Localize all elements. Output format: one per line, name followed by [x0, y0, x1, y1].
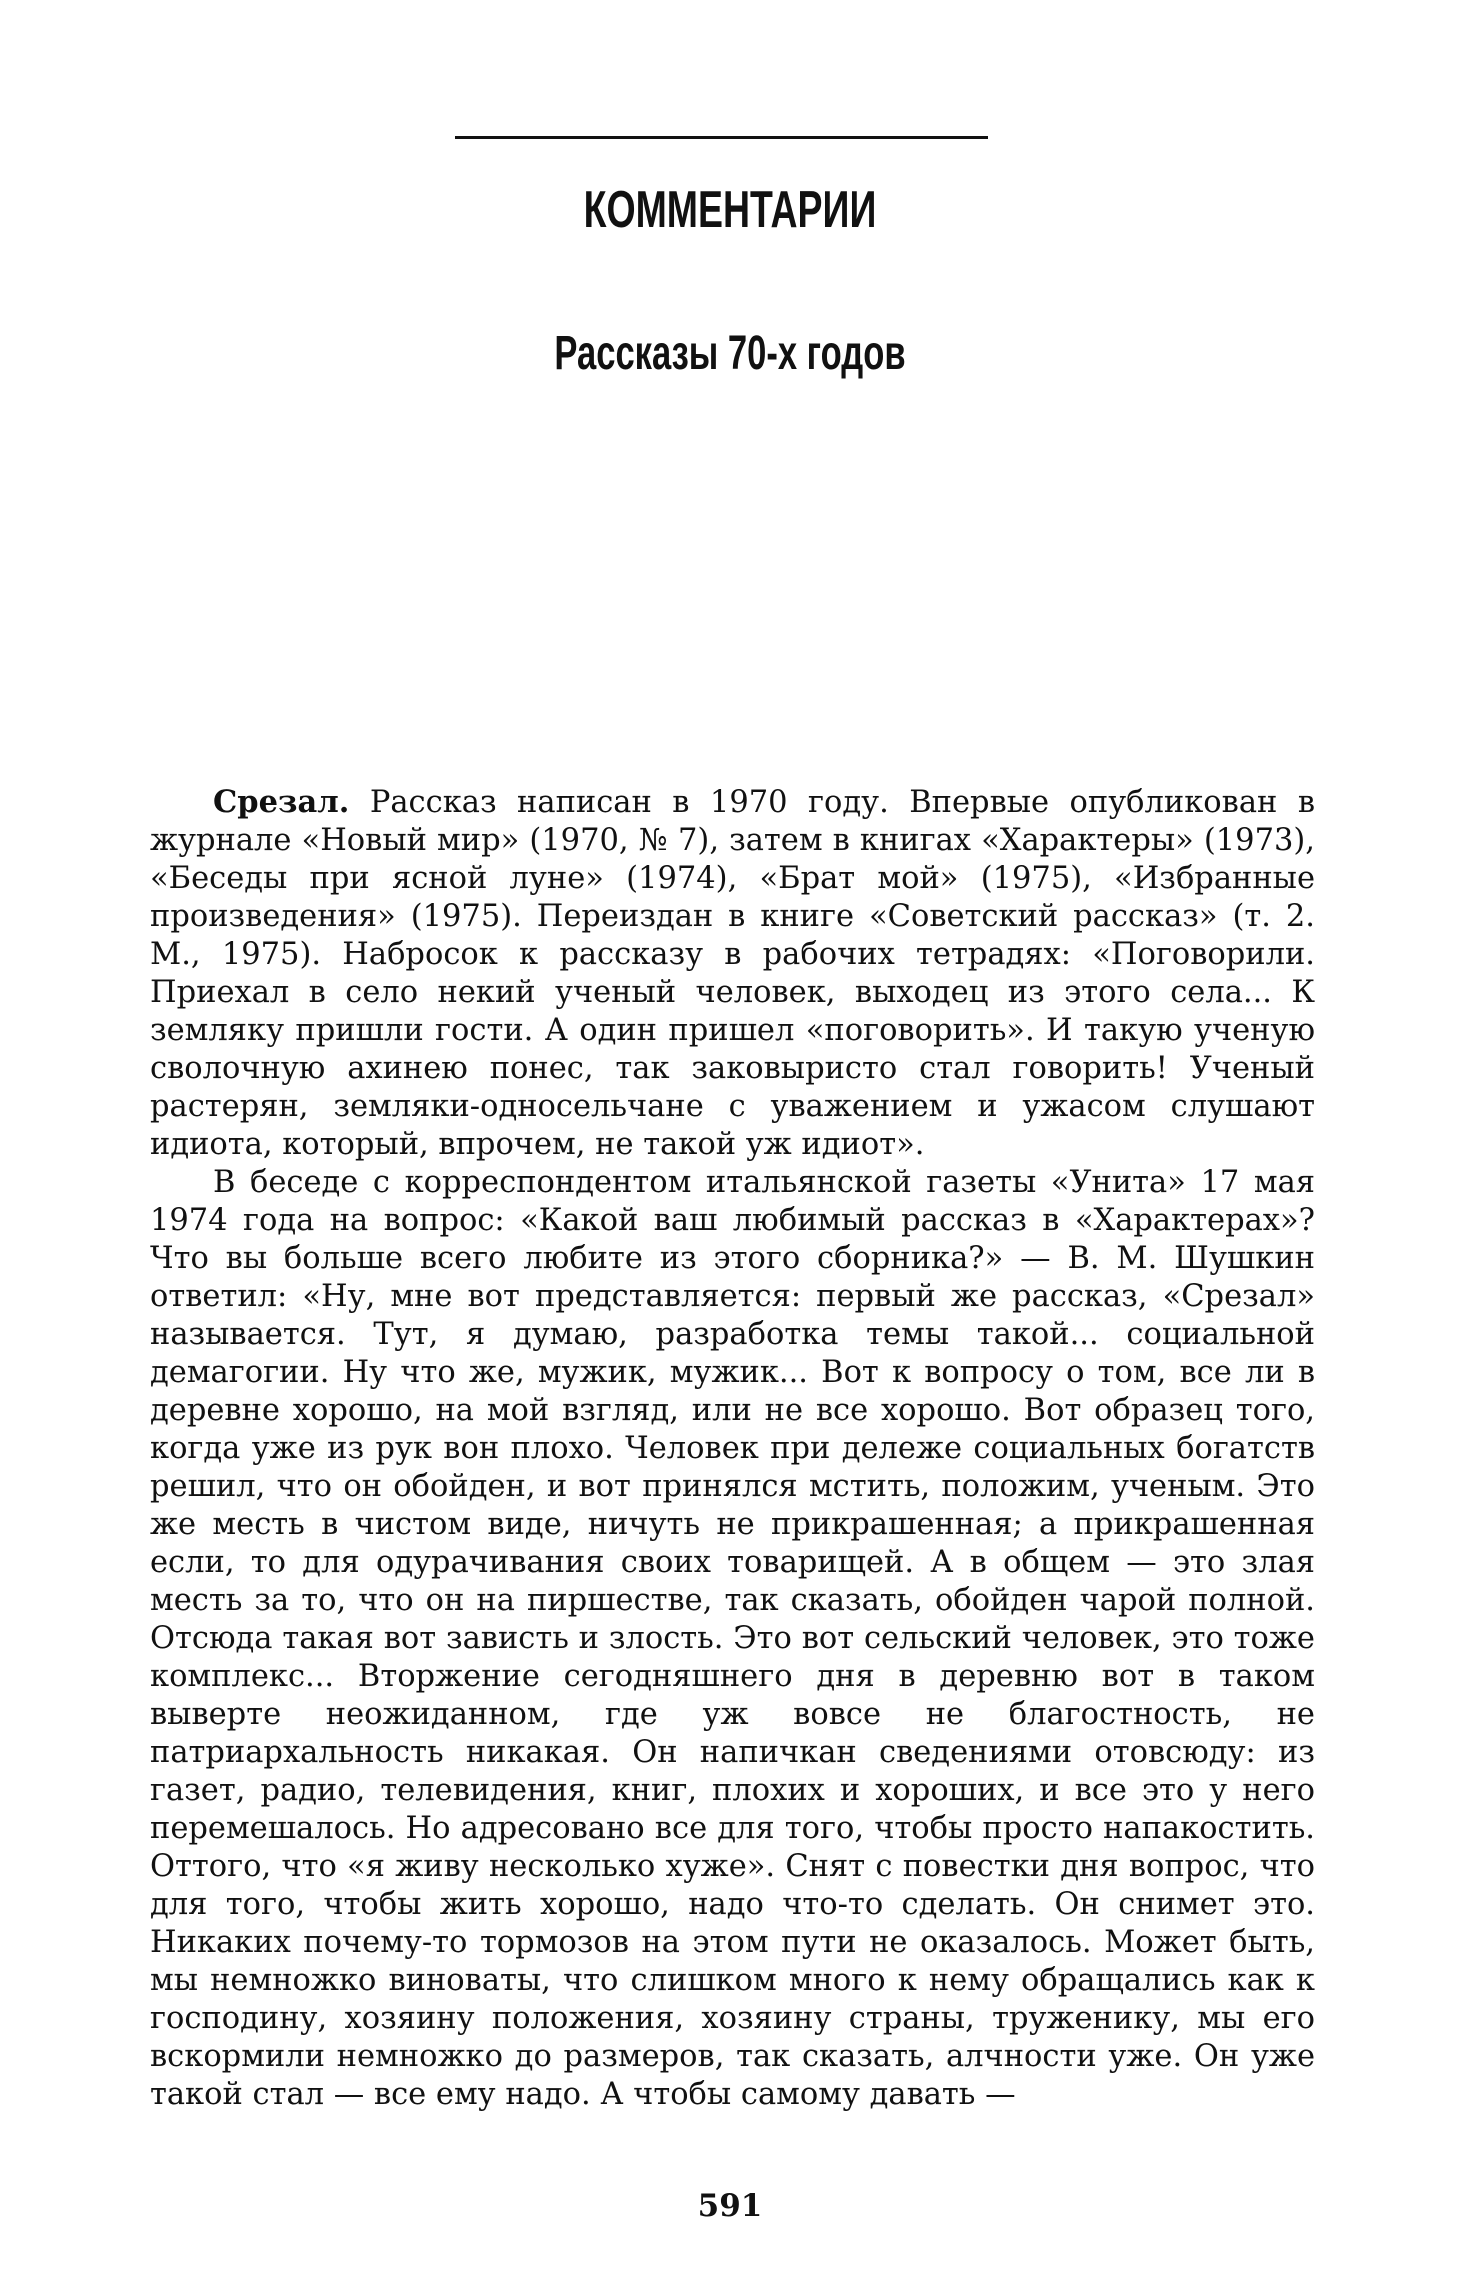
paragraph-2: В беседе с корреспондентом итальянской газеты «Унита» 17 мая 1974 года на вопрос: «Какой ваш любимый рассказ в «Характерах»? Что вы больше всего любите из этого сборника?» — В. М. Шушкин ответил: «Ну, мне вот представляется: первый же рассказ, «Срезал» называется. Тут, я думаю, разработка темы такой... социальной демагогии. Ну что же, мужик, мужик... Вот к вопросу о том, все ли в деревне хорошо, на мой взгляд, или не все хорошо. Вот образец того, когда уже из рук вон плохо. Человек при дележе социальных богатств решил, что он обойден, и вот принялся мстить, положим, ученым. Это же месть в чистом виде, ничуть не прикрашенная; а прикрашенная если, то для одурачивания своих товарищей. А в общем — это злая месть за то, что он на пиршестве, так сказать, обойден чарой полной. Отсюда такая вот зависть и злость. Это вот сельский человек, это тоже комплекс... Вторжение сегодняшнего дня в деревню вот в таком выверте неожиданном, где уж вовсе не благостность, не патриархальность никакая. Он напичкан сведениями отовсюду: из газет, радио, телевидения, книг, плохих и хороших, и все это у него перемешалось. Но адресовано все для того, чтобы просто напакостить. Оттого, что «я живу несколько хуже». Снят с повестки дня вопрос, что для того, чтобы жить хорошо, надо что-то сделать. Он снимет это. Никаких почему-то тормозов на этом пути не оказалось. Может быть, мы немножко виноваты, что слишком много к нему обращались как к господину, хозяину положения, хозяину страны, труженику, мы его вскормили немножко до размеров, так сказать, алчности уже. Он уже такой стал — все ему надо. А чтобы самому давать —: [150, 1165, 1315, 2112]
paragraph-1: [150, 783, 1315, 1164]
page-number: 591: [697, 2188, 763, 2224]
top-rule: [455, 136, 988, 139]
subtitle: Рассказы 70-х годов: [554, 327, 906, 380]
body-text: [150, 783, 1315, 2114]
section-title: КОММЕНТАРИИ: [583, 181, 877, 239]
paragraph-1-text: Рассказ написан в 1970 году. Впервые опубликован в журнале «Новый мир» (1970, № 7), затем в книгах «Характеры» (1973), «Беседы при ясной луне» (1974), «Брат мой» (1975), «Избранные произведения» (1975). Переиздан в книге «Советский рассказ» (т. 2. М., 1975). Набросок к рассказу в рабочих тетрадях: «Поговорили. Приехал в село некий ученый человек, выходец из этого села... К земляку пришли гости. А один пришел «поговорить». И такую ученую сволочную ахинею понес, так заковыристо стал говорить! Ученый растерян, земляки-односельчане с уважением и ужасом слушают идиота, который, впрочем, не такой уж идиот».: [150, 785, 1315, 1162]
paragraph-1-lead: Срезал.: [213, 784, 350, 820]
